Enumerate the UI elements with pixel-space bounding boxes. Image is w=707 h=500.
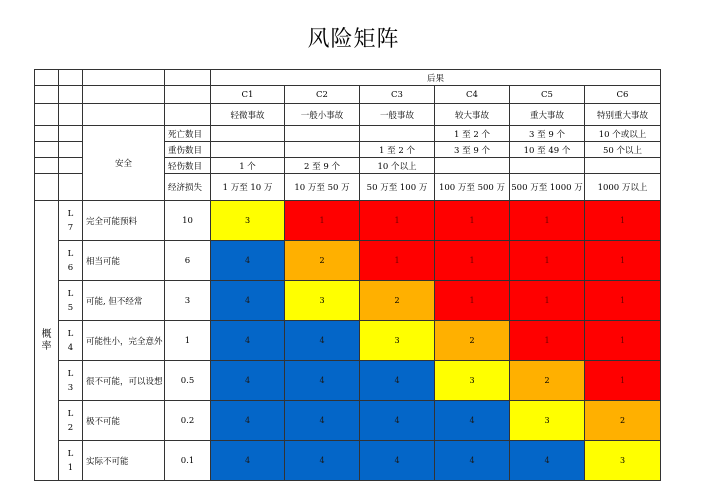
corner-cell (59, 126, 83, 142)
level-number: 4 (67, 342, 74, 353)
safety-value: 1 至 2 个 (360, 142, 435, 158)
level-letter: L (67, 448, 74, 459)
risk-cell: 1 (360, 201, 435, 241)
level-value: 10 (165, 201, 211, 241)
risk-cell: 1 (510, 241, 585, 281)
level-letter: L (67, 248, 74, 259)
consequence-name: 轻微事故 (211, 104, 285, 126)
safety-value: 10 万至 50 万 (285, 174, 360, 201)
safety-value: 50 个以上 (585, 142, 661, 158)
corner-cell (35, 86, 59, 104)
safety-row-label: 轻伤数目 (165, 158, 211, 174)
level-number: 5 (67, 302, 74, 313)
level-value: 3 (165, 281, 211, 321)
consequence-code: C4 (435, 86, 510, 104)
risk-cell: 4 (211, 361, 285, 401)
risk-cell: 4 (435, 401, 510, 441)
page-title: 风险矩阵 (307, 27, 400, 52)
risk-cell: 4 (285, 441, 360, 481)
safety-value: 10 个以上 (360, 158, 435, 174)
safety-value (211, 126, 285, 142)
corner-cell (59, 174, 83, 201)
level-letter: L (67, 368, 74, 379)
risk-cell: 2 (585, 401, 661, 441)
level-number: 6 (67, 262, 74, 273)
safety-value (435, 158, 510, 174)
consequence-name: 较大事故 (435, 104, 510, 126)
corner-cell (59, 142, 83, 158)
risk-cell: 4 (211, 321, 285, 361)
safety-value: 50 万至 100 万 (360, 174, 435, 201)
safety-value (360, 126, 435, 142)
safety-row-label: 死亡数目 (165, 126, 211, 142)
corner-cell (35, 142, 59, 158)
safety-row-label: 重伤数目 (165, 142, 211, 158)
risk-cell: 2 (360, 281, 435, 321)
level-number: 7 (67, 222, 74, 233)
level-description: 可能, 但不经常 (83, 281, 165, 321)
level-label (59, 361, 83, 401)
risk-cell: 4 (435, 441, 510, 481)
level-label (59, 321, 83, 361)
probability-label (35, 201, 59, 481)
safety-value: 10 个或以上 (585, 126, 661, 142)
corner-cell (59, 158, 83, 174)
level-value: 0.2 (165, 401, 211, 441)
level-value: 0.1 (165, 441, 211, 481)
level-description: 相当可能 (83, 241, 165, 281)
risk-cell: 1 (510, 281, 585, 321)
risk-cell: 2 (435, 321, 510, 361)
consequence-code: C2 (285, 86, 360, 104)
risk-cell: 1 (585, 321, 661, 361)
level-letter: L (67, 408, 74, 419)
level-letter: L (67, 328, 74, 339)
safety-row-label: 经济损失 (165, 174, 211, 201)
risk-matrix-table (34, 69, 661, 481)
safety-value (285, 126, 360, 142)
risk-cell: 4 (211, 441, 285, 481)
risk-cell: 1 (510, 201, 585, 241)
safety-value (285, 142, 360, 158)
corner-cell (35, 174, 59, 201)
corner-cell (35, 158, 59, 174)
risk-cell: 1 (585, 281, 661, 321)
consequence-code: C5 (510, 86, 585, 104)
consequence-code: C6 (585, 86, 661, 104)
risk-cell: 4 (285, 321, 360, 361)
risk-cell: 1 (510, 321, 585, 361)
safety-label: 安全 (83, 126, 165, 201)
risk-cell: 3 (285, 281, 360, 321)
level-description: 很不可能，可以设想 (83, 361, 165, 401)
safety-value: 500 万至 1000 万 (510, 174, 585, 201)
corner-cell (35, 126, 59, 142)
safety-value: 10 至 49 个 (510, 142, 585, 158)
level-description: 完全可能预料 (83, 201, 165, 241)
risk-cell: 4 (360, 361, 435, 401)
corner-cell (83, 86, 165, 104)
risk-cell: 1 (435, 241, 510, 281)
level-label (59, 241, 83, 281)
risk-cell: 4 (211, 401, 285, 441)
level-letter: L (67, 288, 74, 299)
risk-cell: 4 (211, 241, 285, 281)
risk-cell: 4 (211, 281, 285, 321)
safety-value: 3 至 9 个 (510, 126, 585, 142)
level-value: 0.5 (165, 361, 211, 401)
risk-cell: 3 (211, 201, 285, 241)
corner-cell (83, 70, 165, 86)
consequence-header: 后果 (211, 70, 661, 86)
safety-value: 1 个 (211, 158, 285, 174)
level-description: 可能性小，完全意外 (83, 321, 165, 361)
consequence-name: 一般小事故 (285, 104, 360, 126)
consequence-code: C1 (211, 86, 285, 104)
corner-cell (59, 86, 83, 104)
risk-cell: 1 (435, 201, 510, 241)
risk-cell: 2 (285, 241, 360, 281)
level-label (59, 281, 83, 321)
level-label (59, 401, 83, 441)
safety-value: 2 至 9 个 (285, 158, 360, 174)
consequence-code: C3 (360, 86, 435, 104)
corner-cell (165, 86, 211, 104)
corner-cell (83, 104, 165, 126)
risk-cell: 4 (360, 441, 435, 481)
safety-value: 1000 万以上 (585, 174, 661, 201)
risk-cell: 1 (435, 281, 510, 321)
risk-cell: 3 (510, 401, 585, 441)
probability-label-text: 概 率 (41, 328, 52, 352)
level-label (59, 201, 83, 241)
risk-cell: 4 (360, 401, 435, 441)
level-number: 1 (67, 462, 74, 473)
level-label (59, 441, 83, 481)
risk-cell: 2 (510, 361, 585, 401)
level-number: 3 (67, 382, 74, 393)
level-value: 1 (165, 321, 211, 361)
risk-cell: 4 (510, 441, 585, 481)
safety-value (510, 158, 585, 174)
safety-value (585, 158, 661, 174)
risk-cell: 1 (285, 201, 360, 241)
level-description: 极不可能 (83, 401, 165, 441)
level-description: 实际不可能 (83, 441, 165, 481)
risk-cell: 3 (360, 321, 435, 361)
level-letter: L (67, 208, 74, 219)
consequence-name: 重大事故 (510, 104, 585, 126)
risk-cell: 4 (285, 361, 360, 401)
level-number: 2 (67, 422, 74, 433)
safety-value: 1 万至 10 万 (211, 174, 285, 201)
corner-cell (59, 104, 83, 126)
safety-value: 1 至 2 个 (435, 126, 510, 142)
level-value: 6 (165, 241, 211, 281)
safety-value: 100 万至 500 万 (435, 174, 510, 201)
risk-cell: 1 (585, 241, 661, 281)
risk-cell: 3 (585, 441, 661, 481)
corner-cell (165, 70, 211, 86)
corner-cell (165, 104, 211, 126)
corner-cell (35, 70, 59, 86)
safety-value (211, 142, 285, 158)
corner-cell (35, 104, 59, 126)
risk-cell: 4 (285, 401, 360, 441)
risk-cell: 1 (360, 241, 435, 281)
risk-cell: 3 (435, 361, 510, 401)
corner-cell (59, 70, 83, 86)
consequence-name: 一般事故 (360, 104, 435, 126)
consequence-name: 特别重大事故 (585, 104, 661, 126)
safety-value: 3 至 9 个 (435, 142, 510, 158)
risk-cell: 1 (585, 201, 661, 241)
risk-cell: 1 (585, 361, 661, 401)
